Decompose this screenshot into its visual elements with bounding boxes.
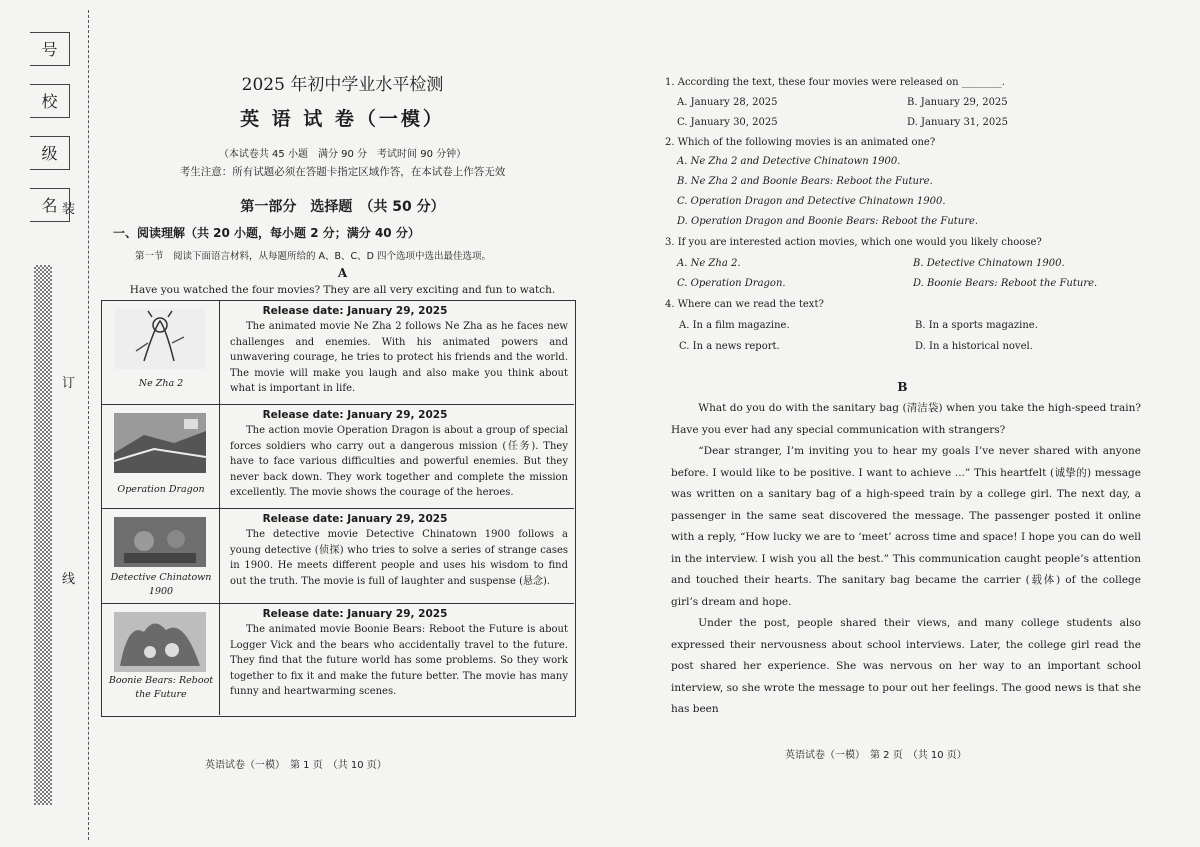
passage-paragraph: “Dear stranger, I’m inviting you to hear my goals I’ve never shared with anyone before. I would like to be positive. I want to achieve ...” This heartfelt (诚挚的) message was written on a sanitary bag of a high-speed train by a college girl. The next day, a passenger in the same seat discovered the message. The passenger posted it online with a reply, “How lucky we are to ‘meet’ across time and space! I hope you can do well in the interview. I wish you all the best.” This communication caught people’s attention and touched their hearts. The sanitary bag became the carrier (载体) of the college girl’s dream and hope.	[671, 445, 1141, 608]
movie-caption: Ne Zha 2	[138, 378, 184, 389]
movie-poster-operation-dragon	[114, 413, 206, 473]
release-date: Release date: January 29, 2025	[262, 513, 448, 525]
movie-poster-boonie-bears	[114, 612, 206, 672]
page-1	[95, 0, 590, 847]
movie-description: The animated movie Boonie Bears: Reboot the Future is about Logger Vick and the bears who accidentally travel to the future. They find that the future world has some problems. So they work together to fix it and make the future better. The movie has many funny and heartwarming scenes.	[230, 624, 568, 697]
movie-text	[230, 513, 568, 589]
binding-char-zhuang: 装	[62, 202, 76, 217]
question-stem: 3. If you are interested action movies, which one would you likely choose?	[665, 237, 1042, 248]
option: A. January 28, 2025	[677, 97, 778, 108]
exam-title: 2025 年初中学业水平检测	[241, 75, 444, 95]
movie-caption: Boonie Bears: Reboot the Future	[108, 675, 214, 700]
movie-image-cell	[102, 405, 220, 508]
binding-box-class: 级	[30, 136, 70, 170]
movie-poster-ne-zha	[114, 309, 206, 369]
movie-row	[102, 509, 574, 604]
question-stem: 1. According the text, these four movies were released on ________.	[665, 77, 1005, 88]
passage-b-label: B	[897, 380, 908, 394]
movie-text	[230, 608, 568, 700]
movie-row	[102, 604, 574, 715]
question-stem: 2. Which of the following movies is an animated one?	[665, 137, 936, 148]
movie-caption: Operation Dragon	[117, 484, 205, 495]
movie-caption: Detective Chinatown 1900	[110, 572, 212, 597]
option: B. Ne Zha 2 and Boonie Bears: Reboot the Future.	[677, 176, 933, 187]
movie-description: The animated movie Ne Zha 2 follows Ne Zha as he faces new challenges and enemies. With his animated powers and unwavering courage, he tries to protect his friends and the world. The movie will make you laugh and also make you think about what is important in life.	[230, 321, 568, 394]
option: C. In a news report.	[679, 341, 780, 352]
section-title: 一、阅读理解（共 20 小题，每小题 2 分；满分 40 分）	[113, 226, 420, 240]
passage-paragraph: What do you do with the sanitary bag (清洁袋) when you take the high-speed train? Have you ever had any special communication with strangers?	[671, 402, 1141, 436]
movie-row	[102, 405, 574, 509]
movie-image-cell	[102, 509, 220, 603]
binding-box-number: 号	[30, 32, 70, 66]
page-2	[665, 0, 1165, 847]
part-title: 第一部分 选择题 （共 50 分）	[240, 199, 445, 215]
passage-b	[671, 398, 1141, 721]
release-date: Release date: January 29, 2025	[262, 409, 448, 421]
option: B. In a sports magazine.	[915, 320, 1038, 331]
option: C. Operation Dragon.	[677, 278, 786, 289]
option: D. Boonie Bears: Reboot the Future.	[913, 278, 1098, 289]
binding-pattern	[34, 265, 52, 805]
movie-image-cell	[102, 604, 220, 715]
movie-description: The detective movie Detective Chinatown 1900 follows a young detective (侦探) who tries to solve a series of strange cases in 1900. He meets different people and uses his wisdom to find out the truth. The movie is full of laughter and suspense (悬念).	[230, 529, 568, 587]
release-date: Release date: January 29, 2025	[262, 305, 448, 317]
movie-image-cell	[102, 301, 220, 404]
movie-text	[230, 305, 568, 397]
binding-strip	[0, 0, 95, 847]
exam-info: （本试卷共 45 小题 满分 90 分 考试时间 90 分钟）	[218, 149, 467, 160]
option: A. Ne Zha 2.	[677, 258, 741, 269]
option: A. Ne Zha 2 and Detective Chinatown 1900.	[677, 156, 901, 167]
option: D. In a historical novel.	[915, 341, 1033, 352]
option: D. January 31, 2025	[907, 117, 1008, 128]
page-footer: 英语试卷（一模） 第 1 页 （共 10 页）	[205, 760, 387, 771]
movie-description: The action movie Operation Dragon is about a group of special forces soldiers who carry out a dangerous mission (任务). They have to face various difficulties and powerful enemies. But they never back down. They work together and complete the mission excellently. The movie shows the courage of the heroes.	[230, 425, 568, 498]
movie-text	[230, 409, 568, 501]
binding-box-school: 校	[30, 84, 70, 118]
paper-title: 英 语 试 卷（一模）	[240, 108, 445, 130]
passage-a-label: A	[337, 266, 348, 280]
movie-poster-detective-chinatown	[114, 517, 206, 567]
option: C. Operation Dragon and Detective Chinatown 1900.	[677, 196, 946, 207]
movie-table	[101, 300, 576, 717]
subsection-instruction: 第一节 阅读下面语言材料，从每题所给的 A、B、C、D 四个选项中选出最佳选项。	[135, 251, 492, 262]
option: A. In a film magazine.	[679, 320, 790, 331]
question-stem: 4. Where can we read the text?	[665, 299, 824, 310]
passage-a-intro: Have you watched the four movies? They are all very exciting and fun to watch.	[129, 284, 556, 296]
option: B. Detective Chinatown 1900.	[913, 258, 1065, 269]
binding-dashed-line	[88, 10, 89, 840]
option: D. Operation Dragon and Boonie Bears: Reboot the Future.	[677, 216, 979, 227]
release-date: Release date: January 29, 2025	[262, 608, 448, 620]
binding-char-xian: 线	[62, 572, 76, 587]
movie-row	[102, 301, 574, 405]
passage-paragraph: Under the post, people shared their views, and many college students also expressed their nervousness about school interviews. Later, the college girl read the post shared her experience. She was nervous on her way to an important school interview, so she wrote the message to pour out her feelings. The good news is that she has been	[671, 617, 1141, 715]
option: C. January 30, 2025	[677, 117, 778, 128]
page-footer: 英语试卷（一模） 第 2 页 （共 10 页）	[785, 750, 967, 761]
exam-note: 考生注意：所有试题必须在答题卡指定区域作答，在本试卷上作答无效	[179, 166, 506, 178]
binding-box-name: 名	[30, 188, 70, 222]
option: B. January 29, 2025	[907, 97, 1008, 108]
binding-char-ding: 订	[62, 376, 76, 391]
